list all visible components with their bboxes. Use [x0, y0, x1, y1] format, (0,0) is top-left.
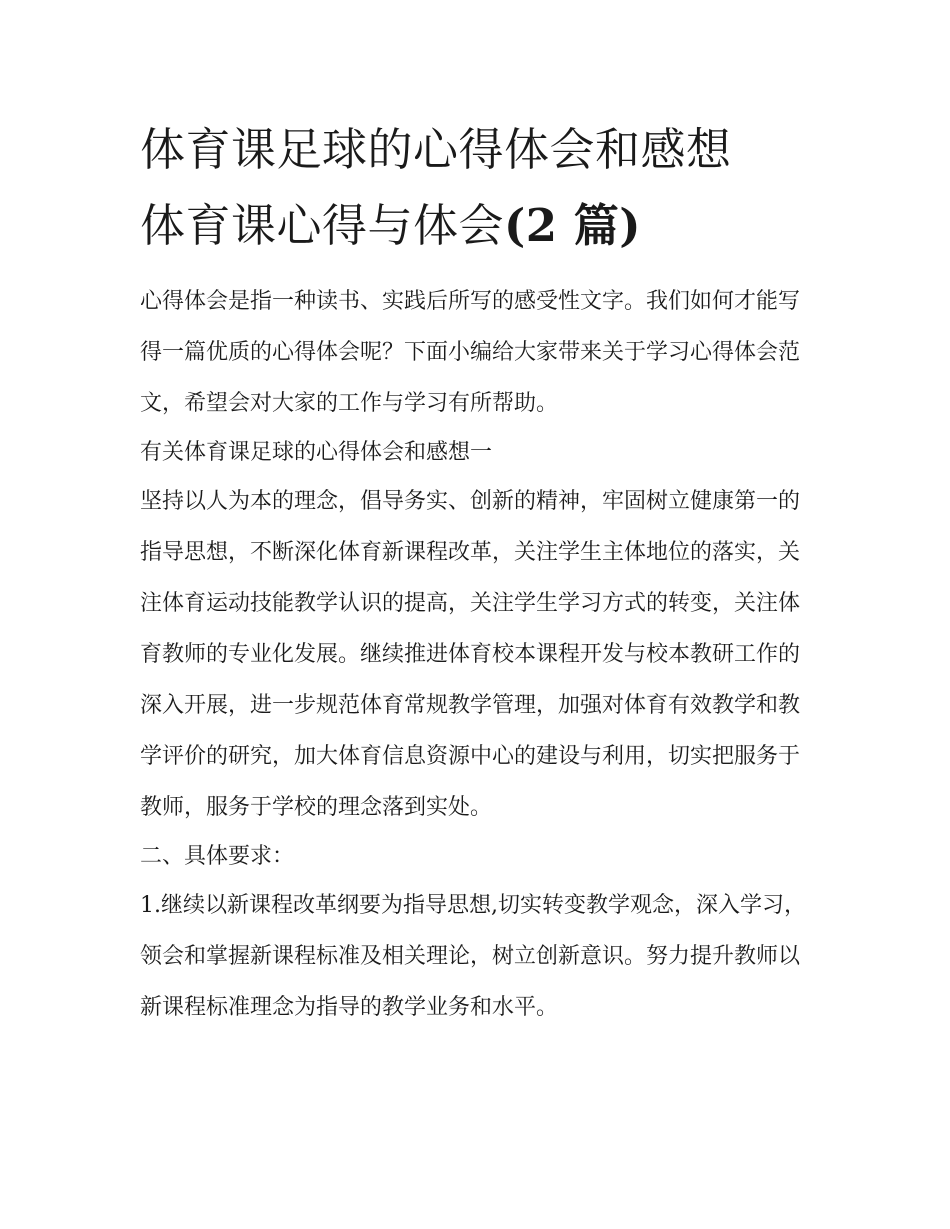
document-title [140, 112, 815, 264]
title-line-2-text: 体育课心得与体会 [140, 199, 505, 252]
title-line-2 [140, 188, 815, 264]
document-page [140, 112, 815, 1033]
section-1-heading: 有关体育课足球的心得体会和感想一 [140, 440, 493, 465]
section-2-heading: 二、具体要求： [140, 844, 295, 869]
intro-paragraph: 心得体会是指一种读书、实践后所写的感受性文字。我们如何才能写得一篇优质的心得体会呢？下面小编给大家带来关于学习心得体会范文，希望会对大家的工作与学习有所帮助。 [140, 289, 801, 416]
section-1-paragraph: 坚持以人为本的理念，倡导务实、创新的精神，牢固树立健康第一的指导思想，不断深化体育新课程改革，关注学生主体地位的落实，关注体育运动技能教学认识的提高，关注学生学习方式的转变，关注体育教师的专业化发展。继续推进体育校本课程开发与校本教研工作的深入开展，进一步规范体育常规教学管理，加强对体育有效教学和教学评价的研究，加大体育信息资源中心的建设与利用，切实把服务于教师，服务于学校的理念落到实处。 [140, 489, 801, 820]
title-line-1: 体育课足球的心得体会和感想 [140, 123, 732, 176]
title-count: (2 篇) [504, 199, 642, 252]
document-body [140, 276, 815, 1033]
section-2-item-1: 1.继续以新课程改革纲要为指导思想,切实转变教学观念，深入学习，领会和掌握新课程标准及相关理论，树立创新意识。努力提升教师以新课程标准理念为指导的教学业务和水平。 [140, 893, 806, 1020]
